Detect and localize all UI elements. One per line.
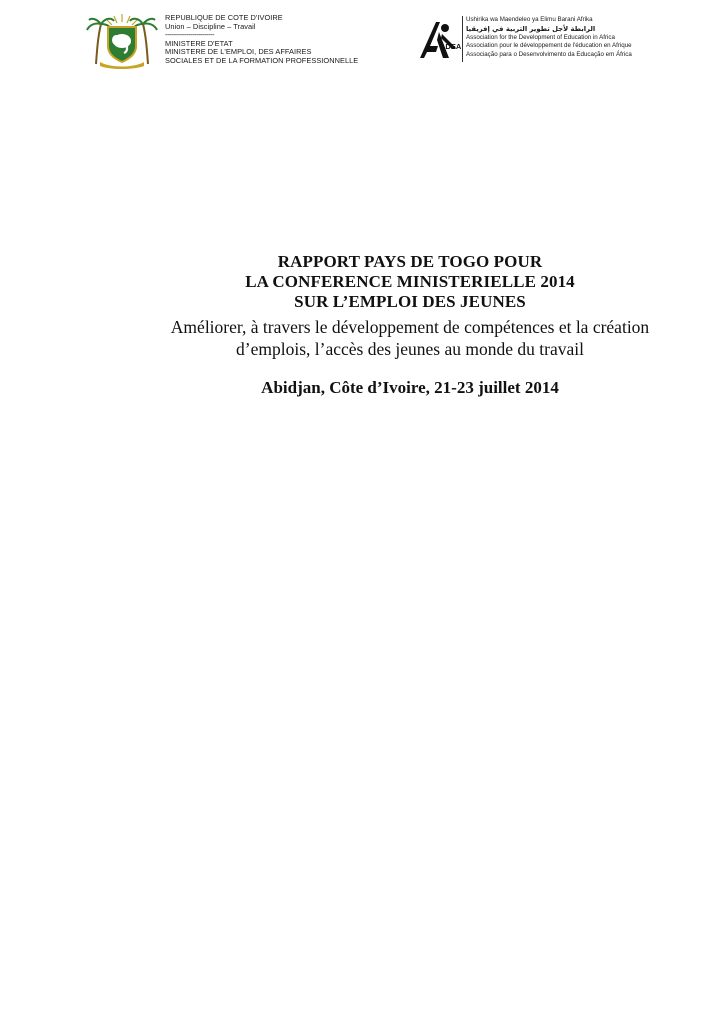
report-title-line: RAPPORT PAYS DE TOGO POUR (277, 252, 543, 271)
adea-divider (462, 16, 463, 62)
header-left-line: MINISTERE D'ETAT (165, 38, 233, 48)
header-left-line: Union – Discipline – Travail (165, 21, 256, 31)
header-left-line: ------------------------- (165, 30, 215, 40)
report-title-line: LA CONFERENCE MINISTERIELLE 2014 (245, 272, 575, 291)
header-left-line: SOCIALES ET DE LA FORMATION PROFESSIONNELLE (165, 55, 359, 65)
header-right-line: Association for the Development of Education in Africa (466, 33, 615, 41)
coat-of-arms-graphic (86, 12, 158, 70)
report-subtitle-line: Améliorer, à travers le développement de compétences et la création (170, 317, 650, 337)
ministry-header-text (165, 14, 395, 66)
adea-logo-icon (416, 18, 462, 60)
adea-logo-graphic (416, 18, 462, 60)
header-left-line: MINISTERE DE L'EMPLOI, DES AFFAIRES (165, 47, 312, 57)
report-title-block (90, 252, 724, 399)
header-right-line-arabic: الرابطة لأجل تطوير التربية في إفريقيا (466, 24, 596, 33)
header-right-line: Associação para o Desenvolvimento da Educação em África (466, 51, 632, 59)
report-title-line: SUR L’EMPLOI DES JEUNES (294, 292, 526, 311)
report-subtitle-line: d’emplois, l’accès des jeunes au monde du travail (236, 339, 584, 359)
header-left-line: REPUBLIQUE DE COTE D'IVOIRE (165, 13, 283, 22)
header-right-line: Association pour le développement de l'éducation en Afrique (466, 42, 632, 50)
adea-logo-text: ADEA (440, 42, 462, 51)
cote-divoire-coat-of-arms-icon (86, 12, 158, 70)
header-right-line: Ushirika wa Maendeleo ya Elimu Barani Afrika (466, 16, 593, 23)
adea-header-text (466, 16, 686, 60)
conference-place-date: Abidjan, Côte d’Ivoire, 21-23 juillet 2014 (261, 378, 559, 397)
